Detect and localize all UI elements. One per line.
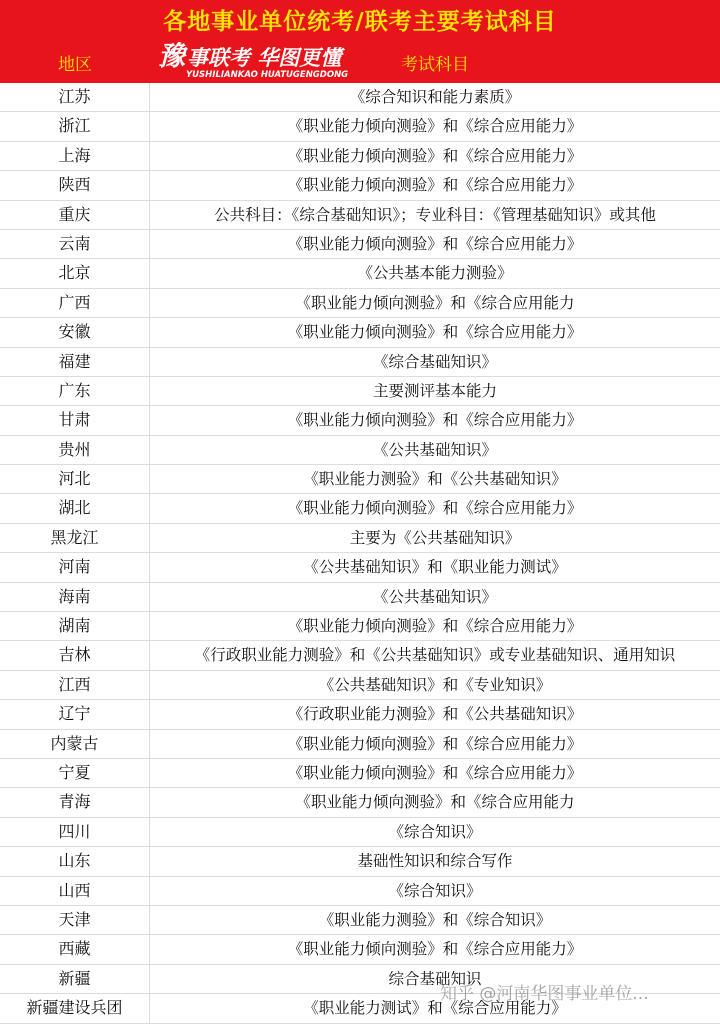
subject-cell: 《职业能力倾向测验》和《综合应用能力》 bbox=[287, 117, 583, 136]
table-row bbox=[0, 641, 720, 670]
region-cell: 西藏 bbox=[0, 935, 150, 963]
region-cell: 甘肃 bbox=[0, 406, 150, 434]
region-cell: 北京 bbox=[0, 259, 150, 287]
subject-cell: 《职业能力测试》和《综合应用能力》 bbox=[303, 999, 567, 1018]
watermark: 知乎 @河南华图事业单位... bbox=[440, 984, 649, 1004]
table-row bbox=[0, 553, 720, 582]
table-row bbox=[0, 612, 720, 641]
subject-cell: 综合基础知识 bbox=[388, 969, 482, 988]
table-row bbox=[0, 377, 720, 406]
subject-cell: 《职业能力倾向测验》和《综合应用能力》 bbox=[287, 176, 583, 195]
subject-cell: 《职业能力倾向测验》和《综合应用能力》 bbox=[287, 763, 583, 782]
region-cell: 江苏 bbox=[0, 83, 150, 111]
region-cell: 广东 bbox=[0, 377, 150, 405]
subject-cell: 《职业能力倾向测验》和《综合应用能力》 bbox=[287, 734, 583, 753]
table-row bbox=[0, 406, 720, 435]
table-row bbox=[0, 906, 720, 935]
region-cell: 上海 bbox=[0, 142, 150, 170]
region-cell: 安徽 bbox=[0, 318, 150, 346]
region-cell: 新疆建设兵团 bbox=[0, 994, 150, 1022]
table-row bbox=[0, 318, 720, 347]
subject-cell: 《综合知识》 bbox=[388, 881, 482, 900]
subject-cell: 《职业能力测验》和《公共基础知识》 bbox=[303, 470, 567, 489]
table-row bbox=[0, 289, 720, 318]
logo-wordmark bbox=[158, 41, 342, 72]
region-cell: 宁夏 bbox=[0, 759, 150, 787]
subject-cell: 公共科目：《综合基础知识》；专业科目：《管理基础知识》或其他 bbox=[214, 205, 656, 224]
region-cell: 四川 bbox=[0, 818, 150, 846]
subject-cell: 《公共基础知识》 bbox=[372, 440, 497, 459]
table-row bbox=[0, 142, 720, 171]
table-row bbox=[0, 465, 720, 494]
table-row bbox=[0, 671, 720, 700]
region-cell: 辽宁 bbox=[0, 700, 150, 728]
logo-subtitle: YUSHILIANKAO HUATUGENGDONG bbox=[186, 70, 349, 80]
table-row bbox=[0, 877, 720, 906]
brand-logo bbox=[158, 41, 364, 82]
region-cell: 江西 bbox=[0, 671, 150, 699]
table-row bbox=[0, 83, 720, 112]
table-row bbox=[0, 730, 720, 759]
table-row bbox=[0, 818, 720, 847]
subject-cell: 《职业能力倾向测验》和《综合应用能力 bbox=[295, 793, 575, 812]
table-row bbox=[0, 171, 720, 200]
table-row bbox=[0, 494, 720, 523]
subject-cell: 《行政职业能力测验》和《公共基础知识》 bbox=[287, 705, 583, 724]
region-cell: 湖南 bbox=[0, 612, 150, 640]
subject-cell: 主要为《公共基础知识》 bbox=[349, 528, 521, 547]
table-row bbox=[0, 348, 720, 377]
subject-cell: 《职业能力倾向测验》和《综合应用能力 bbox=[295, 293, 575, 312]
region-cell: 内蒙古 bbox=[0, 730, 150, 758]
table-row bbox=[0, 700, 720, 729]
region-cell: 河北 bbox=[0, 465, 150, 493]
subject-cell: 《职业能力倾向测验》和《综合应用能力》 bbox=[287, 499, 583, 518]
table-row bbox=[0, 847, 720, 876]
logo-main-text: 事联考 华图更懂 bbox=[187, 46, 342, 70]
table-row bbox=[0, 759, 720, 788]
subject-cell: 《职业能力倾向测验》和《综合应用能力》 bbox=[287, 146, 583, 165]
subject-cell: 《职业能力倾向测验》和《综合应用能力》 bbox=[287, 234, 583, 253]
region-cell: 重庆 bbox=[0, 201, 150, 229]
table-row bbox=[0, 201, 720, 230]
region-cell: 河南 bbox=[0, 553, 150, 581]
table-row bbox=[0, 436, 720, 465]
region-cell: 广西 bbox=[0, 289, 150, 317]
region-cell: 黑龙江 bbox=[0, 524, 150, 552]
subject-cell: 《公共基础知识》和《职业能力测试》 bbox=[303, 558, 567, 577]
logo-big-char: 豫 bbox=[158, 41, 185, 72]
table-row bbox=[0, 583, 720, 612]
subject-cell: 《综合知识》 bbox=[388, 822, 482, 841]
table-row bbox=[0, 259, 720, 288]
column-header-region: 地区 bbox=[58, 55, 92, 75]
subject-cell: 基础性知识和综合写作 bbox=[357, 852, 513, 871]
region-cell: 云南 bbox=[0, 230, 150, 258]
region-cell: 天津 bbox=[0, 906, 150, 934]
region-cell: 吉林 bbox=[0, 641, 150, 669]
region-cell: 青海 bbox=[0, 788, 150, 816]
subject-cell: 《职业能力倾向测验》和《综合应用能力》 bbox=[287, 940, 583, 959]
region-cell: 新疆 bbox=[0, 965, 150, 993]
table-row bbox=[0, 788, 720, 817]
region-cell: 湖北 bbox=[0, 494, 150, 522]
page-title: 各地事业单位统考/联考主要考试科目 bbox=[163, 9, 557, 35]
table-row bbox=[0, 935, 720, 964]
table-row bbox=[0, 230, 720, 259]
subject-cell: 《职业能力倾向测验》和《综合应用能力》 bbox=[287, 617, 583, 636]
region-cell: 贵州 bbox=[0, 436, 150, 464]
column-header-subject: 考试科目 bbox=[401, 55, 469, 75]
subject-cell: 《公共基础知识》 bbox=[372, 587, 497, 606]
exam-table bbox=[0, 83, 720, 1024]
region-cell: 浙江 bbox=[0, 112, 150, 140]
subject-cell: 《职业能力测验》和《综合知识》 bbox=[318, 910, 552, 929]
region-cell: 陕西 bbox=[0, 171, 150, 199]
subject-cell: 《职业能力倾向测验》和《综合应用能力》 bbox=[287, 411, 583, 430]
region-cell: 福建 bbox=[0, 348, 150, 376]
region-cell: 海南 bbox=[0, 583, 150, 611]
subject-cell: 《综合基础知识》 bbox=[372, 352, 497, 371]
subject-cell: 《综合知识和能力素质》 bbox=[349, 88, 521, 106]
subject-cell: 主要测评基本能力 bbox=[372, 381, 497, 400]
table-row bbox=[0, 112, 720, 141]
subject-cell: 《公共基础知识》和《专业知识》 bbox=[318, 675, 552, 694]
subject-cell: 《行政职业能力测验》和《公共基础知识》或专业基础知识、通用知识 bbox=[194, 646, 676, 665]
table-row bbox=[0, 524, 720, 553]
subject-cell: 《职业能力倾向测验》和《综合应用能力》 bbox=[287, 323, 583, 342]
subject-cell: 《公共基本能力测验》 bbox=[357, 264, 513, 283]
region-cell: 山西 bbox=[0, 877, 150, 905]
region-cell: 山东 bbox=[0, 847, 150, 875]
